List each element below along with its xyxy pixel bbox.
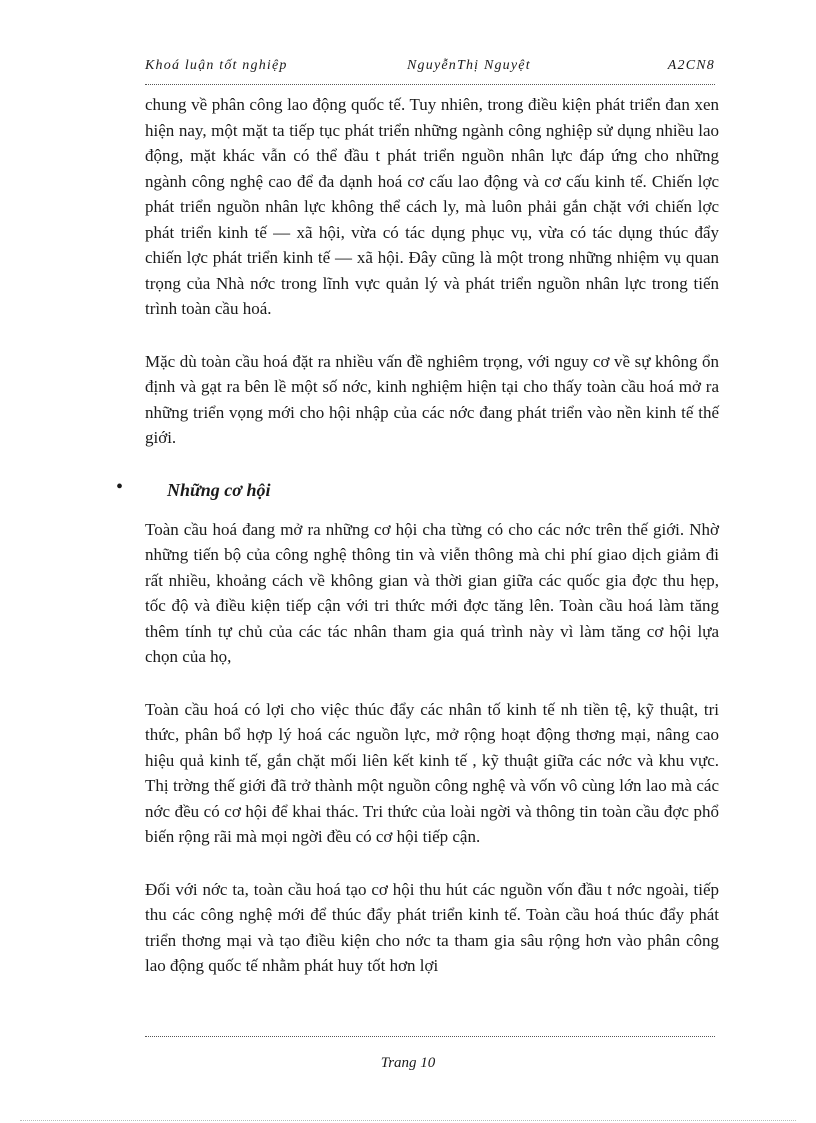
header-author-name: NguyễnThị Nguyệt [407,58,531,73]
page-number: Trang 10 [380,1055,436,1071]
paragraph-1: chung về phân công lao động quốc tế. Tuy nhiên, trong điều kiện phát triển đan xen hiện nay, một mặt ta tiếp tục phát triển những ngành công nghiệp sử dụng nhiều lao động, mặt khác vẫn có thể đầu t phát triển nguồn nhân lực đáp ứng cho những ngành công nghệ cao để đa dạnh hoá cơ cấu lao động và cơ cấu kinh tế. Chiến lợc phát triển nguồn nhân lực không thể cách ly, mà luôn phải gắn chặt với chiến lợc phát triển kinh tế — xã hội, vừa có tác dụng phục vụ, vừa có tác dụng thúc đẩy chiến lợc phát triển kinh tế — xã hội. Đây cũng là một trong những nhiệm vụ quan trọng của Nhà nớc trong lĩnh vực quản lý và phát triển nguồn nhân lực trong tiến trình toàn cầu hoá. [145,95,719,318]
header-divider [145,84,715,85]
header-thesis-label: Khoá luận tốt nghiệp [145,58,288,73]
section-title: Những cơ hội [167,479,271,500]
page-bottom-edge [20,1120,796,1121]
header-class-code: A2CN8 [667,58,715,73]
paragraph-5: Đối với nớc ta, toàn cầu hoá tạo cơ hội thu hút các nguồn vốn đầu t nớc ngoài, tiếp thu các công nghệ mới để thúc đẩy phát triển kinh tế. Toàn cầu hoá thúc đẩy phát triển thơng mại và tạo điều kiện cho nớc ta tham gia sâu rộng hơn vào phân công lao động quốc tế nhằm phát huy tốt hơn lợi [145,879,719,975]
section-heading [116,475,719,506]
paragraph-3: Toàn cầu hoá đang mở ra những cơ hội cha từng có cho các nớc trên thế giới. Nhờ những tiến bộ của công nghệ thông tin và viễn thông mà chi phí giao dịch giảm đi rất nhiều, khoảng cách về không gian và thời gian giữa các quốc gia đợc thu hẹp, tốc độ và điều kiện tiếp cận với tri thức mới đợc tăng lên. Toàn cầu hoá làm tăng thêm tính tự chủ của các tác nhân tham gia quá trình này vì làm tăng cơ hội lựa chọn của họ, [145,519,719,666]
paragraph-2: Mặc dù toàn cầu hoá đặt ra nhiều vấn đề nghiêm trọng, với nguy cơ về sự không ổn định và gạt ra bên lề một số nớc, kinh nghiệm hiện tại cho thấy toàn cầu hoá mở ra những triển vọng mới cho hội nhập của các nớc đang phát triển vào nền kinh tế thế giới. [145,351,719,447]
footer-divider [145,1036,715,1037]
paragraph-4: Toàn cầu hoá có lợi cho việc thúc đẩy các nhân tố kinh tế nh tiền tệ, kỹ thuật, tri thức, phân bổ hợp lý hoá các nguồn lực, mở rộng hoạt động thơng mại, nâng cao hiệu quả kinh tế, gắn chặt mối liên kết kinh tế , kỹ thuật giữa các nớc và khu vực. Thị trờng thế giới đã trở thành một nguồn công nghệ và vốn vô cùng lớn lao mà các nớc đều có cơ hội để khai thác. Tri thức của loài ngời và thông tin toàn cầu đợc phổ biến rộng rãi mà mọi ngời đều có cơ hội tiếp cận. [145,699,719,846]
page-body [116,92,719,1006]
page-header [145,58,715,78]
bullet-icon: • [116,475,124,498]
